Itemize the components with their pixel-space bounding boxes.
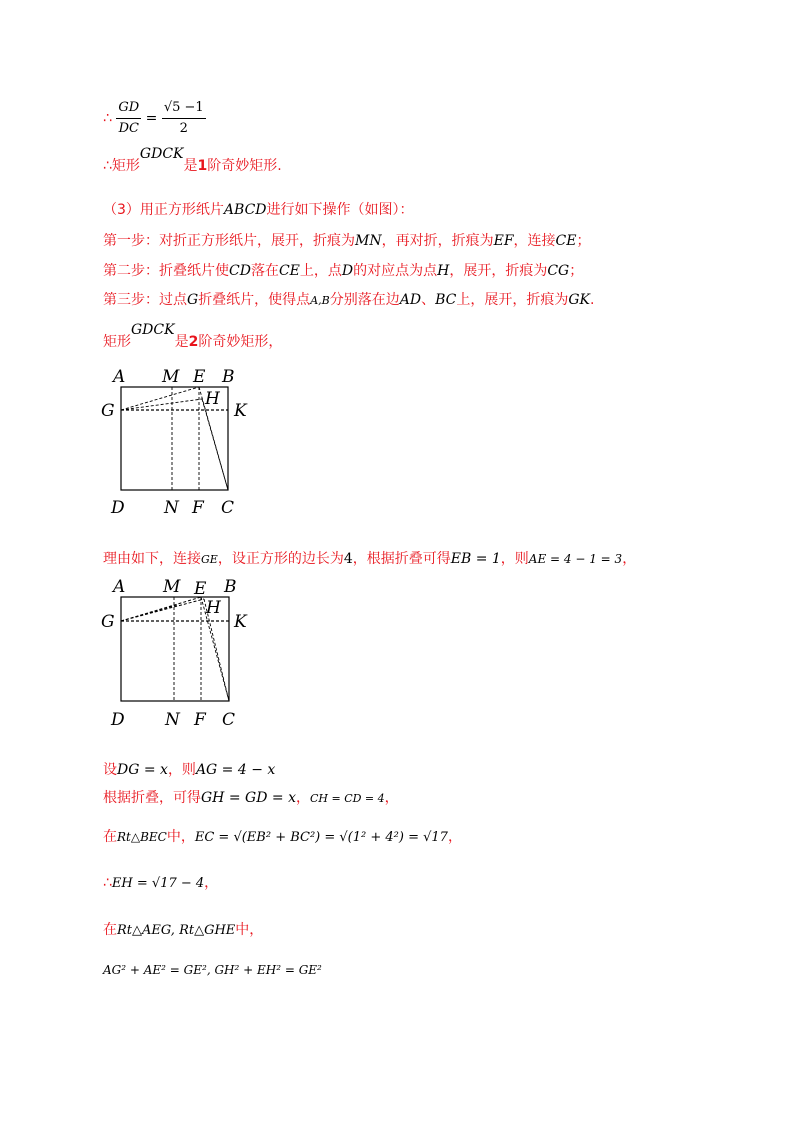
dg-equation: DG = x — [117, 762, 168, 778]
therefore-symbol: ∴ — [103, 875, 112, 891]
label-c: C — [221, 498, 235, 518]
text: 第三步：过点 — [103, 292, 187, 308]
conclusion-line-2 — [103, 322, 283, 352]
step-1 — [103, 231, 590, 251]
ch-equation: CH = CD = 4 — [309, 792, 385, 805]
text: ，展开，折痕为 — [449, 263, 548, 279]
text: ， — [204, 875, 219, 891]
point-g: G — [187, 292, 199, 308]
label-h: H — [206, 598, 221, 618]
text: 分别落在边 — [329, 292, 400, 308]
order-number: 1 — [197, 158, 208, 174]
ratio-denominator: DC — [118, 121, 139, 136]
text: （3）用正方形纸片 — [103, 202, 224, 218]
triangle-bec: Rt△BEC — [117, 830, 167, 844]
label-a: A — [113, 577, 126, 597]
text: 阶奇妙矩形. — [207, 158, 282, 174]
segment-gm — [121, 605, 177, 621]
label-k: K — [234, 401, 247, 421]
label-k: K — [234, 612, 247, 632]
reason-line — [103, 549, 636, 570]
text: ， — [295, 790, 310, 806]
segment-ge — [121, 387, 199, 410]
text: 进行如下操作（如图）： — [266, 202, 414, 218]
text: 根据折叠，可得 — [103, 790, 201, 806]
right-triangles-line — [103, 920, 263, 941]
text: 中， — [235, 922, 264, 938]
segment-gh — [121, 399, 202, 410]
text: 第一步：对折正方形纸片，展开，折痕为 — [103, 233, 355, 249]
ratio-fraction — [116, 98, 141, 139]
text: 折叠纸片，使得点 — [198, 292, 311, 308]
text: ，再对折，折痕为 — [381, 233, 494, 249]
side-length: 4 — [343, 551, 353, 567]
point-d: D — [341, 263, 354, 279]
figure-2 — [95, 575, 255, 730]
label-b: B — [222, 367, 235, 387]
label-c: C — [222, 710, 236, 730]
point-h: H — [437, 263, 450, 279]
text: 落在 — [250, 263, 279, 279]
label-g: G — [101, 612, 115, 632]
label-b: B — [224, 577, 237, 597]
text: 上，点 — [299, 263, 342, 279]
points-ab: A,B — [310, 294, 330, 307]
text: 设 — [103, 762, 117, 778]
segment-cd: CD — [229, 263, 251, 279]
text: ， — [622, 551, 637, 567]
crease-gk: GK — [568, 292, 590, 308]
text: 第二步：折叠纸片使 — [103, 263, 229, 279]
text: 、 — [421, 292, 436, 308]
label-d: D — [111, 710, 125, 730]
label-d: D — [111, 498, 125, 518]
segment-ce: CE — [278, 263, 300, 279]
text: 的对应点为点 — [353, 263, 438, 279]
pythagoras-equations: AG² + AE² = GE², GH² + EH² = GE² — [103, 963, 322, 977]
part-3-heading — [103, 200, 414, 220]
text: ， — [384, 790, 399, 806]
segment-ge: GE — [201, 553, 218, 566]
rect-label: GDCK — [139, 146, 184, 162]
pythagoras-bec-line — [103, 827, 462, 848]
therefore-symbol: ∴ — [103, 158, 112, 174]
label-e: E — [193, 367, 206, 387]
crease-mn: MN — [355, 233, 382, 249]
label-a: A — [113, 367, 126, 387]
step-3 — [103, 290, 594, 311]
ratio-line — [103, 98, 206, 139]
text: 是 — [174, 334, 189, 350]
text: ，设正方形的边长为 — [217, 551, 344, 567]
equals-sign: = — [145, 110, 158, 127]
text: ， — [447, 829, 462, 845]
label-m: M — [163, 577, 181, 597]
text: ； — [576, 233, 591, 249]
text: 是 — [183, 158, 198, 174]
label-e: E — [194, 579, 207, 599]
text: ，则 — [167, 762, 196, 778]
step-2 — [103, 261, 583, 281]
eh-equation: EH = √17 − 4 — [111, 876, 205, 891]
order-number: 2 — [188, 334, 199, 350]
label-f: F — [194, 710, 206, 730]
label-n: N — [165, 710, 180, 730]
ae-equation: AE = 4 − 1 = 3 — [528, 552, 623, 566]
let-line — [103, 760, 275, 780]
crease-cg: CG — [547, 263, 570, 279]
text: 矩形 — [103, 334, 131, 350]
golden-numerator: √5 −1 — [162, 98, 206, 119]
rect-label: GDCK — [131, 322, 175, 338]
text: 在 — [103, 922, 117, 938]
text: ，则 — [500, 551, 529, 567]
text: ，根据折叠可得 — [352, 551, 451, 567]
text: 理由如下，连接 — [103, 551, 201, 567]
text: ，连接 — [513, 233, 556, 249]
eb-equation: EB = 1 — [450, 551, 501, 567]
text: 阶奇妙矩形， — [198, 334, 283, 350]
ag-equation: AG = 4 − x — [195, 762, 276, 778]
side-bc: BC — [435, 292, 457, 308]
text: . — [589, 292, 595, 308]
square-label: ABCD — [223, 202, 267, 218]
text: 矩形 — [111, 158, 140, 174]
label-m: M — [162, 367, 180, 387]
label-g: G — [101, 401, 115, 421]
text: ； — [569, 263, 584, 279]
ratio-numerator: GD — [116, 98, 141, 119]
figure-1 — [95, 365, 255, 520]
ec-equation: EC = √(EB² + BC²) = √(1² + 4²) = √17 — [194, 830, 448, 845]
eh-line — [103, 873, 218, 894]
triangles-aeg-ghe: Rt△AEG, Rt△GHE — [117, 923, 236, 938]
gh-equation: GH = GD = x — [201, 790, 296, 806]
text: 在 — [103, 829, 117, 845]
label-n: N — [164, 498, 179, 518]
text: 上，展开，折痕为 — [456, 292, 569, 308]
conclusion-line-1 — [103, 146, 282, 176]
therefore-symbol: ∴ — [103, 110, 112, 127]
text: 中， — [166, 829, 195, 845]
label-f: F — [192, 498, 204, 518]
golden-denominator: 2 — [179, 121, 188, 136]
golden-ratio-fraction — [162, 98, 206, 139]
equation-line — [103, 960, 322, 980]
fold-line — [103, 788, 399, 809]
segment-ce: CE — [555, 233, 577, 249]
side-ad: AD — [399, 292, 422, 308]
crease-ef: EF — [493, 233, 514, 249]
label-h: H — [205, 389, 220, 409]
